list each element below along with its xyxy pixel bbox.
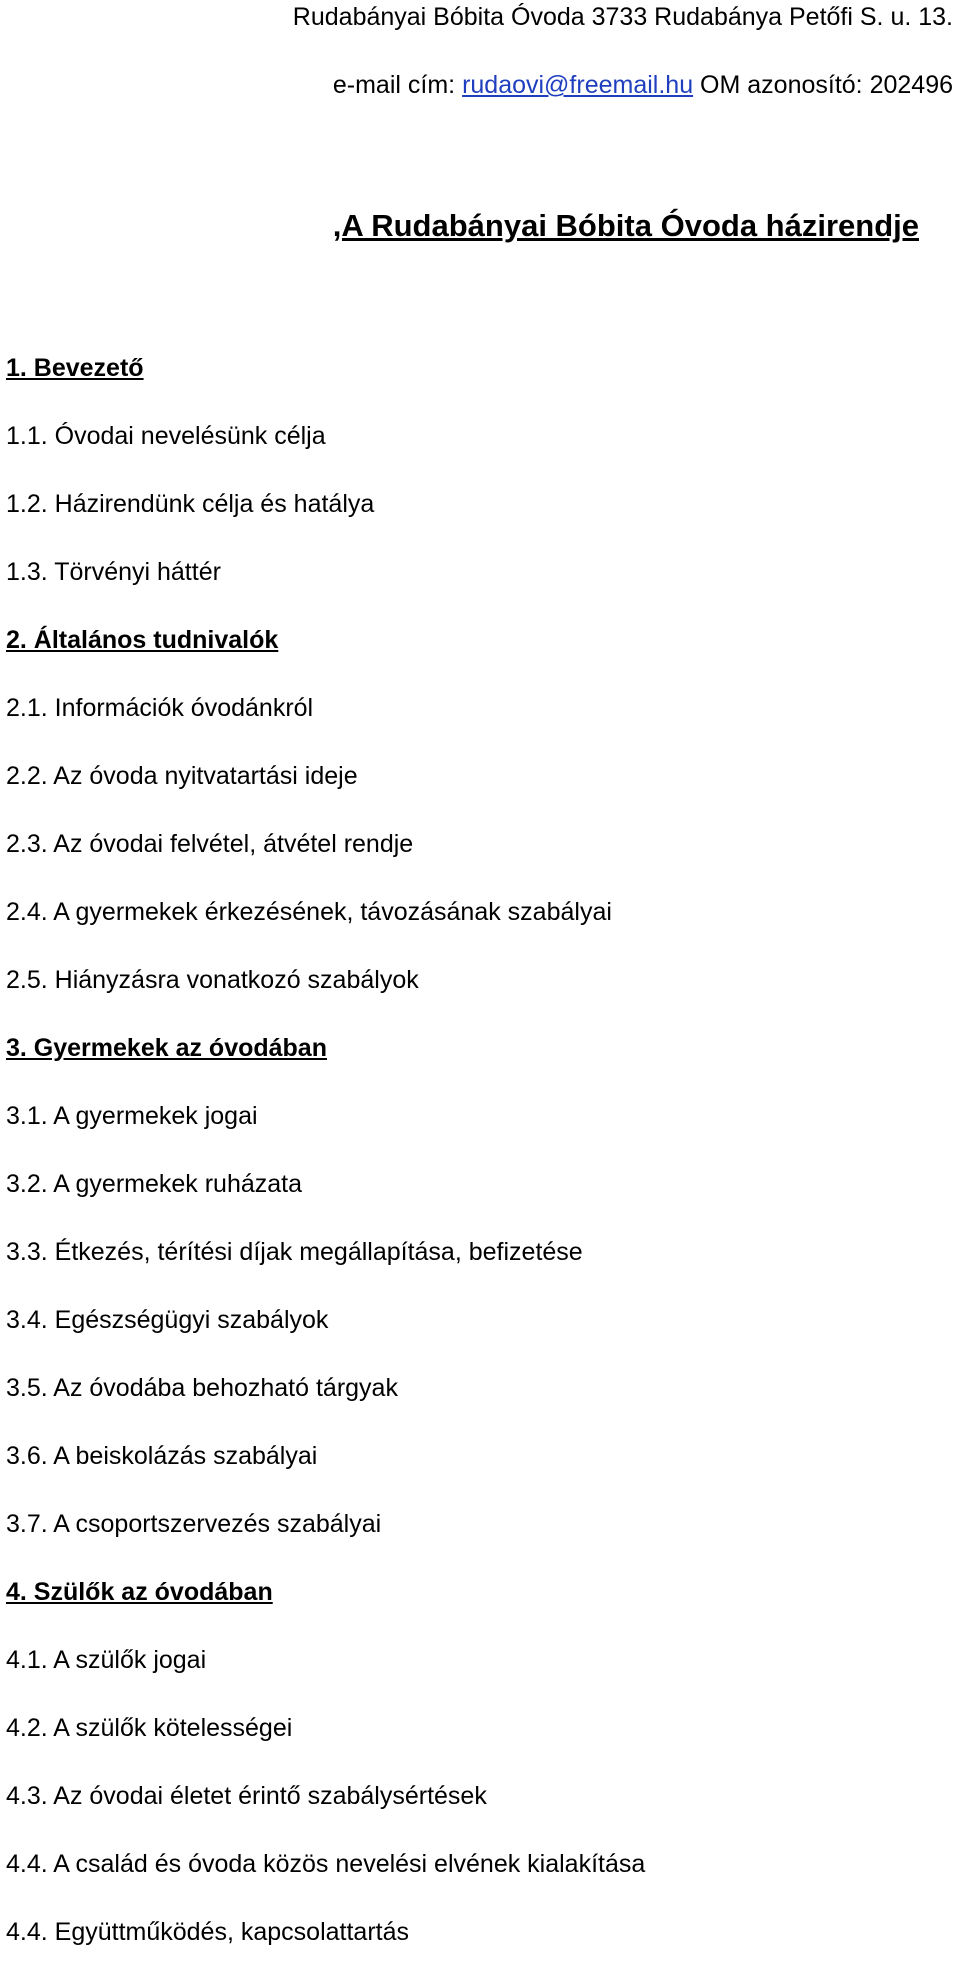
address-line: Rudabányai Bóbita Óvoda 3733 Rudabánya Petőfi S. u. 13. bbox=[292, 3, 953, 31]
toc-subsection-item: 4.4. Együttműködés, kapcsolattartás bbox=[6, 1918, 409, 1946]
toc-subsection-item: 1.2. Házirendünk célja és hatálya bbox=[6, 490, 375, 518]
toc-subsection-item: 3.3. Étkezés, térítési díjak megállapítása, befizetése bbox=[6, 1238, 583, 1266]
toc-section-heading: 3. Gyermekek az óvodában bbox=[6, 1034, 327, 1062]
toc-subsection-item: 3.4. Egészségügyi szabályok bbox=[6, 1306, 329, 1334]
toc-subsection-item: 3.7. A csoportszervezés szabályai bbox=[6, 1510, 382, 1538]
toc-subsection-item: 4.2. A szülők kötelességei bbox=[6, 1714, 293, 1742]
toc-subsection-item: 4.3. Az óvodai életet érintő szabálysértések bbox=[6, 1782, 487, 1810]
contact-line bbox=[333, 70, 953, 100]
table-of-contents bbox=[6, 348, 960, 1980]
toc-subsection-item: 4.4. A család és óvoda közös nevelési elvének kialakítása bbox=[6, 1850, 646, 1878]
om-id: OM azonosító: 202496 bbox=[693, 71, 953, 99]
toc-subsection-item: 3.2. A gyermekek ruházata bbox=[6, 1170, 303, 1198]
toc-subsection-item: 3.6. A beiskolázás szabályai bbox=[6, 1442, 318, 1470]
toc-section-heading: 4. Szülők az óvodában bbox=[6, 1578, 273, 1606]
toc-subsection-item: 2.5. Hiányzásra vonatkozó szabályok bbox=[6, 966, 419, 994]
document-title: ,A Rudabányai Bóbita Óvoda házirendje bbox=[332, 208, 919, 243]
toc-subsection-item: 4.1. A szülők jogai bbox=[6, 1646, 207, 1674]
toc-subsection-item: 2.3. Az óvodai felvétel, átvétel rendje bbox=[6, 830, 414, 858]
toc-subsection-item: 3.5. Az óvodába behozható tárgyak bbox=[6, 1374, 398, 1402]
email-link[interactable]: rudaovi@freemail.hu bbox=[462, 71, 694, 99]
toc-section-heading: 2. Általános tudnivalók bbox=[6, 626, 279, 654]
email-label: e-mail cím: bbox=[332, 71, 463, 99]
toc-subsection-item: 2.4. A gyermekek érkezésének, távozásának szabályai bbox=[6, 898, 612, 926]
toc-section-heading: 1. Bevezető bbox=[6, 354, 144, 382]
toc-subsection-item: 3.1. A gyermekek jogai bbox=[6, 1102, 258, 1130]
toc-subsection-item: 2.1. Információk óvodánkról bbox=[6, 694, 314, 722]
toc-subsection-item: 1.3. Törvényi háttér bbox=[6, 558, 221, 586]
toc-subsection-item: 2.2. Az óvoda nyitvatartási ideje bbox=[6, 762, 358, 790]
toc-subsection-item: 1.1. Óvodai nevelésünk célja bbox=[6, 422, 326, 450]
